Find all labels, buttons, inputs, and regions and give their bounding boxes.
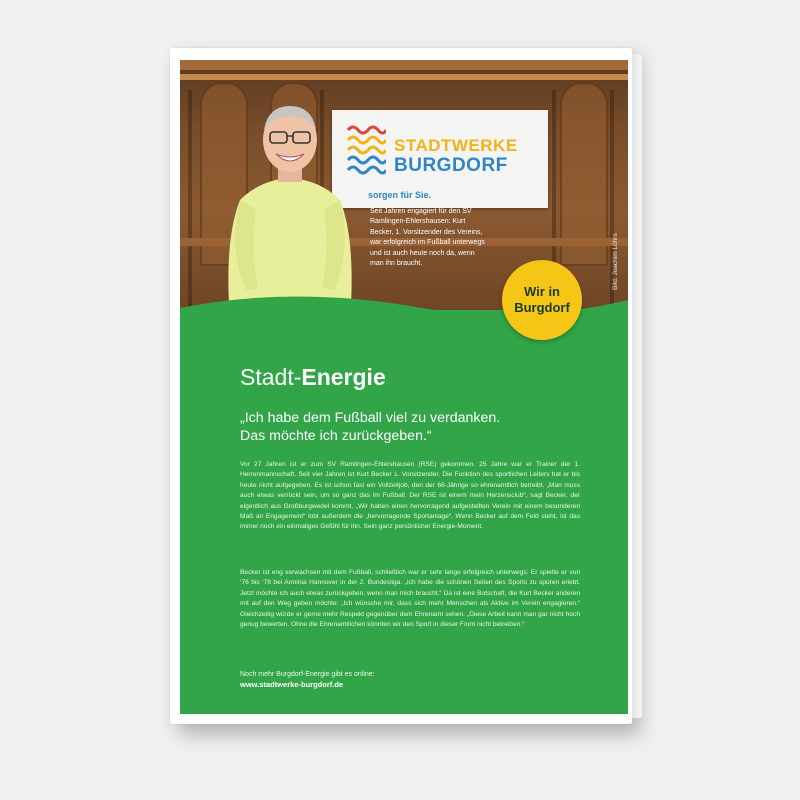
banner-brand-line2: BURGDORF (394, 155, 508, 176)
badge-line2: Burgdorf (514, 300, 570, 315)
footer-url-link[interactable]: www.stadtwerke-burgdorf.de (240, 680, 344, 689)
quote-line1: „Ich habe dem Fußball viel zu verdanken. (240, 410, 501, 426)
title-bold: Energie (301, 364, 386, 390)
title-light: Stadt- (240, 364, 302, 390)
article-title (240, 364, 386, 391)
wir-in-burgdorf-badge (502, 260, 582, 340)
wood-beam (180, 74, 628, 80)
magazine-page (180, 60, 628, 714)
person-portrait (210, 90, 370, 310)
magazine (170, 48, 632, 724)
wood-plank (188, 90, 192, 310)
article-paragraph-1: Vor 27 Jahren ist er zum SV Ramlingen-Ehlershausen (RSE) gekommen. 25 Jahre war er Trainer der 1. Herrenmannschaft. Seit vier Jahren ist Kurt Becker 1. Vorsitzender. Die Funktion des sportlichen Leiters hat er bis heute nicht aufgegeben. Es ist schon fast ein Vollzeitjob, den der 68-Jährige so ehrenamtlich betreibt. „Man muss auch etwas verrückt sein, um so ganz das im Fußball. Der RSE ist einem mein Herzensclub“, sagt Becker, der eigentlich aus Großburgwedel kommt. „Wir haben einen hervorragend aufgestellten Verein mit einem besonderen Maß an Engagement“ lobt außerdem die „hervorragende Sportanlage“. Wenn Becker auf dem Feld steht, ist das immer noch ein einmaliges Gefühl für ihn. Sein ganz persönlicher Energie-Moment. (240, 461, 580, 531)
article-quote (240, 409, 580, 445)
badge-line1: Wir in (524, 284, 560, 299)
quote-line2: Das möchte ich zurückgeben.“ (240, 428, 432, 444)
article-paragraph-2: Becker ist eng verwachsen mit dem Fußball, schließlich war er sehr lange erfolgreich unterwegs: Er spielte er von ‘76 bis ‘78 bei Arminia Hannover in der 2. Bundesliga. „Ich habe die schönen Seiten des Sports zu spüren erlebt. Jetzt möchte ich auch etwas zurückgeben, wenn man mich braucht.“ Da ist eine Botschaft, die Kurt Becker anderen mit auf den Weg geben möchte: „Ich wünsche mir, dass sich mehr Menschen als Aktive im Verein engagieren.“ Gleichzeitig würde er gerne mehr Respekt gegenüber dem Ehrenamt sehen. „Diese Arbeit kann man gar nicht hoch genug bewerten. Ohne die Ehrenamtlichen könnten wir den Sport in dieser Form nicht betreiben.“ (240, 569, 580, 629)
wood-beam (180, 60, 628, 70)
banner-brand-line1: STADTWERKE (394, 136, 518, 155)
photo-credit: Bild: Joachim Lührs (612, 233, 619, 290)
photo-caption: Seit Jahren engagiert für den SV Ramlingen-Ehlershausen: Kurt Becker, 1. Vorsitzender des Vereins, war erfolgreich im Fußball unterwegs und ist auch heute noch da, wenn man ihn braucht. (370, 208, 485, 268)
banner-tagline: sorgen für Sie. (368, 190, 432, 200)
magazine-page-edge (632, 54, 642, 718)
footer-text: Noch mehr Burgdorf-Energie gibt es online: (240, 671, 375, 678)
